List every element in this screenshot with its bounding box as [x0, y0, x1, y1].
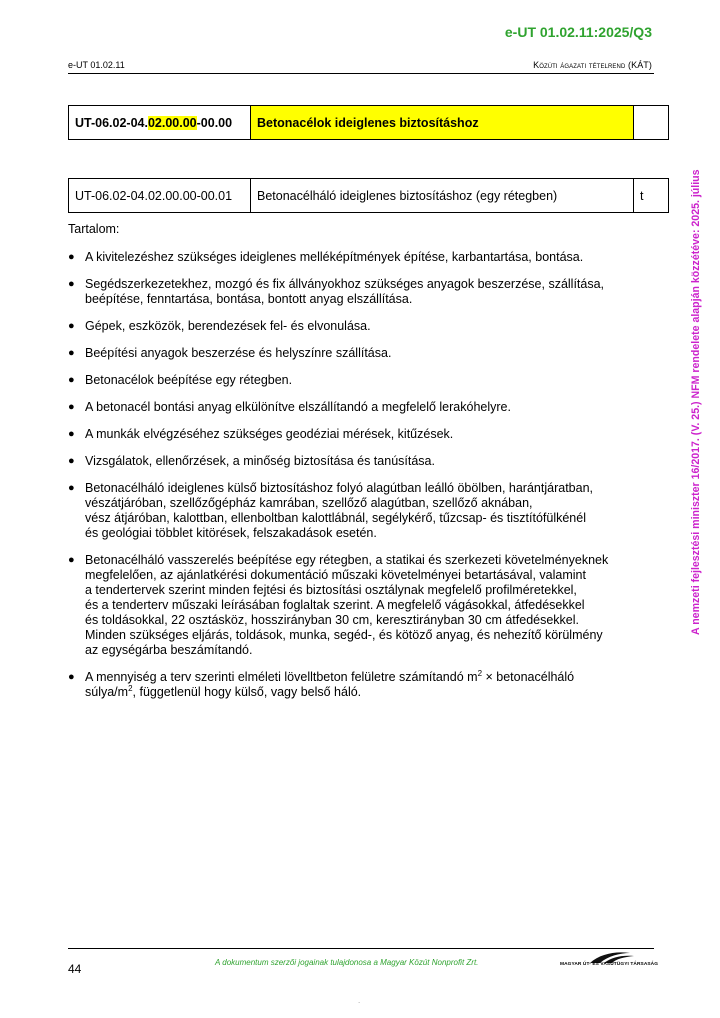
item-table	[68, 178, 669, 213]
list-item-line	[85, 670, 658, 685]
list-item-line: Vizsgálatok, ellenőrzések, a minőség biztosítása és tanúsítása.	[85, 454, 435, 468]
list-item-line: Beépítési anyagok beszerzése és helyszínre szállítása.	[85, 346, 392, 360]
header-right	[533, 60, 652, 70]
bullet-icon: ●	[68, 428, 75, 440]
side-note: A nemzeti fejlesztési miniszter 16/2017. (V. 25.) NFM rendelete alapján közzétéve: 2025. július	[690, 169, 702, 635]
list-item	[68, 553, 658, 658]
bullet-icon: ●	[68, 671, 75, 683]
list-item	[68, 670, 658, 700]
list-item	[68, 319, 658, 334]
list-item	[68, 277, 658, 307]
group-unit	[634, 106, 669, 140]
list-item	[68, 373, 658, 388]
list-item-line: és geológiai többlet kitörések, felszakadások esetén.	[85, 526, 377, 540]
content-section	[68, 222, 658, 712]
quantity-text: súlya/m	[85, 685, 129, 699]
bullet-icon: ●	[68, 347, 75, 359]
list-item-line: A betonacél bontási anyag elkülönítve elszállítandó a megfelelő lerakóhelyre.	[85, 400, 511, 414]
quantity-text: A mennyiség a terv szerinti elméleti lövelltbeton felületre számítandó m	[85, 670, 478, 684]
list-item	[68, 250, 658, 265]
table-row	[69, 106, 669, 140]
society-logo	[560, 950, 659, 970]
document-code: e-UT 01.02.11:2025/Q3	[504, 24, 652, 40]
list-item-line: beépítése, fenntartása, bontása, bontott anyag elszállítása.	[85, 292, 413, 306]
list-item-line: Betonacélháló ideiglenes külső biztosításhoz folyó alagútban leálló öbölben, harántjáratban,	[85, 481, 593, 495]
list-item-line: Gépek, eszközök, berendezések fel- és elvonulása.	[85, 319, 371, 333]
bullet-icon: ●	[68, 455, 75, 467]
table-row	[69, 179, 669, 213]
list-item-line: az egységárba beszámítandó.	[85, 643, 253, 657]
tartalom-label: Tartalom:	[68, 222, 120, 236]
bullet-icon: ●	[68, 278, 75, 290]
list-item	[68, 454, 658, 469]
list-item-line: Betonacélháló vasszerelés beépítése egy rétegben, a statikai és szerkezeti követelményeknek	[85, 553, 609, 567]
footer-divider	[68, 948, 654, 949]
item-code: UT-06.02-04.02.00.00-00.01	[69, 179, 251, 213]
content-list	[68, 250, 658, 700]
superscript: 2	[128, 684, 133, 693]
header-divider	[68, 73, 654, 74]
list-item-line: a tendertervek szerint minden fejtési és biztosítási osztálynak megfelelő profilméretekkel,	[85, 583, 577, 597]
header-left: e-UT 01.02.11	[68, 60, 125, 70]
list-item-line: és a tenderterv műszaki leírásában foglaltak szerint. A megfelelő vágásokkal, átfedésekkel	[85, 598, 585, 612]
list-item-line: Segédszerkezetekhez, mozgó és fix állványokhoz szükséges anyagok beszerzése, szállítása,	[85, 277, 605, 291]
list-item-line: és toldásokkal, 22 osztásköz, hosszirányban 30 cm, keresztirányban 30 cm átfedésekkel.	[85, 613, 580, 627]
item-unit: t	[634, 179, 669, 213]
code-highlight: 02.00.00	[147, 115, 197, 130]
group-code	[69, 106, 251, 140]
bullet-icon: ●	[68, 482, 75, 494]
list-item-line: A munkák elvégzéséhez szükséges geodéziai mérések, kitűzések.	[85, 427, 454, 441]
item-group-table	[68, 105, 669, 140]
bullet-icon: ●	[68, 554, 75, 566]
logo-text: MAGYAR ÚT- ÉS VASÚTÜGYI TÁRSASÁG	[560, 962, 659, 967]
copyright-note: A dokumentum szerzői jogainak tulajdonosa a Magyar Közút Nonprofit Zrt.	[215, 958, 479, 967]
code-suffix: -00.00	[196, 115, 233, 130]
bullet-icon: ●	[68, 401, 75, 413]
page-number: 44	[68, 962, 82, 976]
list-item-line: A kivitelezéshez szükséges ideiglenes melléképítmények építése, karbantartása, bontása.	[85, 250, 584, 264]
bullet-icon: ●	[68, 320, 75, 332]
item-title: Betonacélháló ideiglenes biztosításhoz (egy rétegben)	[251, 179, 634, 213]
list-item-line: megfelelően, az ajánlatkérési dokumentáció műszaki követelményei betartásával, valamint	[85, 568, 586, 582]
header-right-text: Közúti ágazati tételrend (KÁT)	[533, 60, 652, 70]
bullet-icon: ●	[68, 251, 75, 263]
list-item-line: vész átjáróban, kalottban, ellenboltban kalottlábnál, segélykérő, tűzcsap- és tisztítófülkénél	[85, 511, 586, 525]
list-item	[68, 427, 658, 442]
list-item-line: vészátjáróban, szellőzőgépház kamrában, szellőző alagútban, szellőző aknában,	[85, 496, 533, 510]
list-item	[68, 346, 658, 361]
list-item-line: Betonacélok beépítése egy rétegben.	[85, 373, 293, 387]
bullet-icon: ●	[68, 374, 75, 386]
list-item	[68, 481, 658, 541]
footer-dot: .	[358, 996, 361, 1005]
code-prefix: UT-06.02-04.	[75, 115, 148, 130]
quantity-text: × betonacélháló	[482, 670, 575, 684]
quantity-text: , függetlenül hogy külső, vagy belső háló.	[132, 685, 362, 699]
group-title: Betonacélok ideiglenes biztosításhoz	[251, 106, 634, 140]
list-item	[68, 400, 658, 415]
list-item-line: Minden szükséges eljárás, toldások, munka, segéd-, és kötöző anyag, és nehezítő körülmény	[85, 628, 603, 642]
list-item-line	[85, 685, 658, 700]
superscript: 2	[477, 669, 483, 678]
